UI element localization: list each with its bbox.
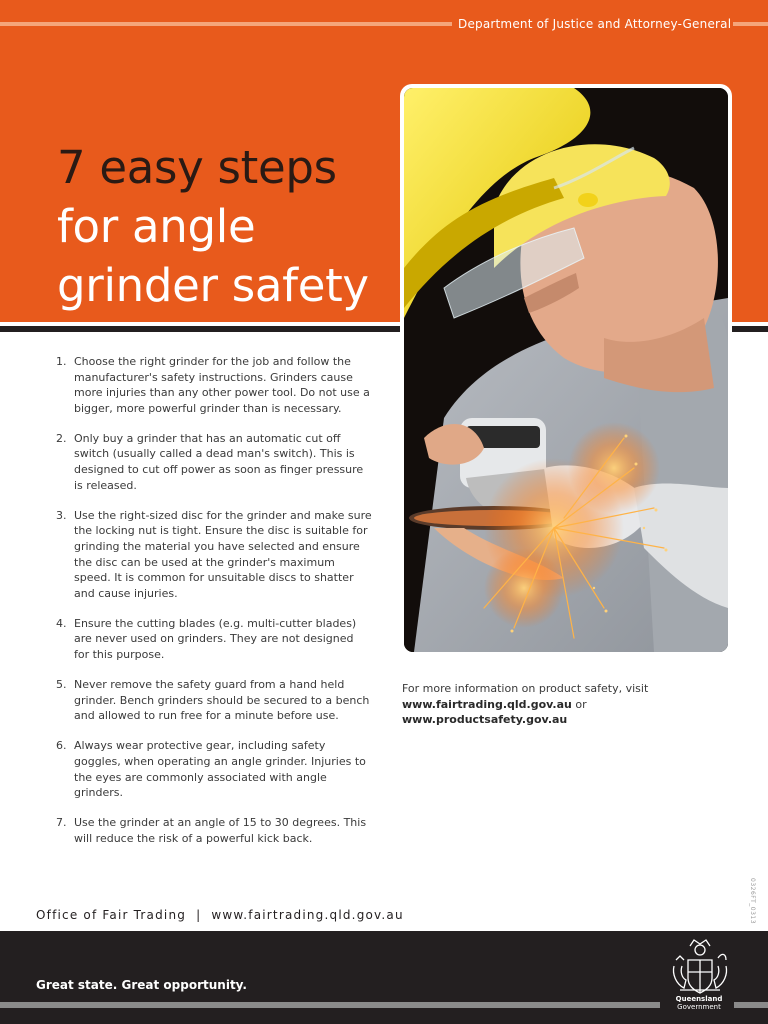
crest-line-2: Government: [677, 1003, 721, 1011]
page-title: [57, 138, 369, 315]
top-rule-left: [0, 22, 452, 26]
list-item: [52, 616, 372, 663]
step-number: 1.: [56, 355, 67, 368]
footer-stripe-left: [0, 1002, 660, 1008]
step-number: 7.: [56, 816, 67, 830]
step-number: 3.: [56, 508, 67, 522]
top-rule-right: [733, 22, 768, 26]
step-text: Choose the right grinder for the job and follow the manufacturer's safety instructions. Grinders cause more injuries than any other power tool. Do not use a bigger, more powerful grinder than is necessary.: [74, 355, 370, 415]
step-text: Use the right-sized disc for the grinder and make sure the locking nut is tight. Ensure the disc is suitable for grinding the material you have selected and ensure the disc can be used at the grinder's maximum speed. It is common for unsuitable discs to shatter and cause injuries.: [74, 508, 372, 600]
footer-separator: |: [196, 908, 202, 922]
list-item: [52, 354, 372, 416]
title-line-1: 7 easy steps: [57, 141, 337, 194]
step-text: Never remove the safety guard from a hand held grinder. Bench grinders should be secured to a bench and allowed to run free for a minute before use.: [74, 678, 370, 723]
photo-frame: [400, 84, 732, 656]
productsafety-link[interactable]: www.productsafety.gov.au: [402, 713, 568, 727]
crest-line-1: Queensland: [675, 995, 723, 1003]
list-item: [52, 431, 372, 493]
title-line-3: grinder safety: [57, 259, 369, 312]
more-info-block: [402, 681, 702, 728]
title-line-2: for angle: [57, 200, 256, 253]
step-number: 4.: [56, 616, 67, 630]
tagline: Great state. Great opportunity.: [36, 978, 247, 992]
fairtrading-link[interactable]: www.fairtrading.qld.gov.au: [402, 697, 572, 711]
more-info-intro: For more information on product safety, visit: [402, 682, 649, 695]
document-code: 0326FT_0313: [749, 878, 756, 925]
department-name: Department of Justice and Attorney-General: [458, 17, 732, 31]
step-text: Only buy a grinder that has an automatic cut off switch (usually called a dead man's switch). This is designed to cut off power as soon as finger pressure is released.: [74, 431, 364, 492]
office-name: Office of Fair Trading: [36, 908, 187, 922]
footer-website-link[interactable]: www.fairtrading.qld.gov.au: [211, 908, 404, 922]
step-text: Always wear protective gear, including safety goggles, when operating an angle grinder. Injuries to the eyes are commonly associated with angle grinders.: [74, 739, 366, 800]
footer-stripe-right: [734, 1002, 768, 1008]
step-number: 2.: [56, 431, 67, 445]
step-number: 6.: [56, 739, 67, 753]
step-text: Ensure the cutting blades (e.g. multi-cutter blades) are never used on grinders. They are not designed for this purpose.: [74, 616, 357, 661]
list-item: [52, 508, 372, 602]
worker-illustration: [404, 88, 728, 652]
list-item: [52, 738, 372, 800]
step-text: Use the grinder at an angle of 15 to 30 degrees. This will reduce the risk of a powerful kick back.: [74, 816, 367, 845]
link-connector: or: [571, 697, 587, 711]
step-number: 5.: [56, 678, 67, 692]
footer-contact: [36, 908, 404, 922]
list-item: [52, 677, 372, 724]
safety-steps-list: [52, 354, 372, 861]
list-item: [52, 815, 372, 846]
crest-caption: [664, 995, 734, 1011]
worker-grinding-photo: [404, 88, 728, 652]
